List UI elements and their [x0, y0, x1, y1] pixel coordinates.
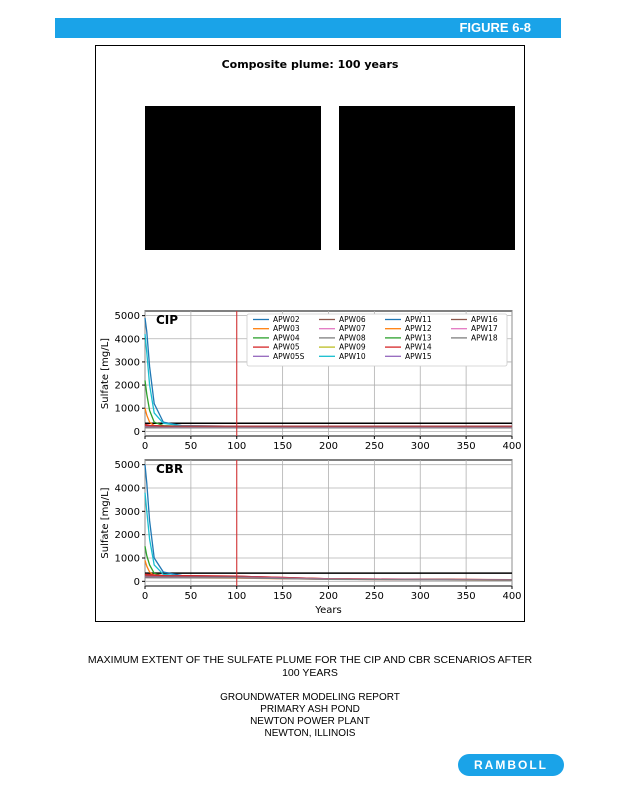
- legend-label: APW12: [405, 324, 432, 334]
- y-tick-label: 0: [133, 576, 140, 588]
- report-title: GROUNDWATER MODELING REPORT: [220, 692, 400, 703]
- y-tick-label: 1000: [114, 403, 140, 415]
- x-tick-label: 150: [273, 591, 293, 602]
- x-tick-label: 400: [502, 591, 522, 602]
- x-tick-label: 300: [410, 441, 430, 452]
- legend-label: APW16: [471, 315, 498, 324]
- legend-label: APW17: [471, 324, 498, 334]
- legend-label: APW15: [405, 351, 432, 361]
- x-tick-label: 100: [227, 441, 247, 452]
- y-tick-label: 2000: [114, 530, 140, 542]
- x-tick-label: 0: [141, 591, 149, 602]
- y-axis-label: Sulfate [mg/L]: [100, 487, 111, 559]
- y-tick-label: 4000: [114, 334, 140, 346]
- x-axis-label: Years: [315, 605, 342, 616]
- x-tick-label: 250: [364, 441, 384, 452]
- y-tick-label: 3000: [114, 357, 140, 369]
- legend-label: APW13: [405, 333, 432, 343]
- legend-label: APW09: [339, 342, 366, 352]
- legend-label: APW07: [339, 324, 366, 334]
- x-tick-label: 300: [410, 591, 430, 602]
- report-subject: PRIMARY ASH POND: [260, 704, 360, 715]
- y-tick-label: 1000: [114, 553, 140, 565]
- x-tick-label: 0: [141, 441, 149, 452]
- legend-label: APW18: [471, 333, 498, 343]
- y-tick-label: 5000: [114, 460, 140, 472]
- legend-label: APW02: [273, 315, 300, 324]
- y-tick-label: 5000: [114, 311, 140, 323]
- report-location: NEWTON, ILLINOIS: [264, 728, 356, 739]
- panel-label: CIP: [156, 313, 179, 327]
- legend-label: APW04: [273, 333, 300, 343]
- legend-label: APW03: [273, 324, 300, 334]
- figure-caption: [60, 654, 560, 680]
- y-tick-label: 2000: [114, 380, 140, 392]
- report-info: [160, 692, 460, 740]
- x-tick-label: 350: [456, 441, 476, 452]
- y-tick-label: 0: [133, 426, 140, 438]
- x-tick-label: 50: [184, 441, 198, 452]
- legend-label: APW05: [273, 342, 300, 352]
- x-tick-label: 50: [184, 591, 198, 602]
- legend-label: APW06: [339, 315, 366, 324]
- composite-title: Composite plume: 100 years: [221, 58, 399, 71]
- panel-label: CBR: [156, 462, 184, 476]
- ramboll-logo: RAMBOLL: [458, 754, 564, 776]
- x-tick-label: 100: [227, 591, 247, 602]
- y-tick-label: 3000: [114, 506, 140, 518]
- x-tick-label: 400: [502, 441, 522, 452]
- legend-label: APW08: [339, 333, 366, 343]
- caption-line: 100 YEARS: [282, 667, 338, 679]
- legend-label: APW05S: [273, 351, 305, 361]
- chart-cbr: [100, 460, 522, 616]
- legend-label: APW14: [405, 342, 432, 352]
- report-plant: NEWTON POWER PLANT: [250, 716, 370, 727]
- caption-line: MAXIMUM EXTENT OF THE SULFATE PLUME FOR THE CIP AND CBR SCENARIOS AFTER: [87, 654, 533, 666]
- x-tick-label: 200: [318, 591, 339, 602]
- x-tick-label: 350: [456, 591, 476, 602]
- x-tick-label: 200: [318, 441, 339, 452]
- y-tick-label: 4000: [114, 483, 140, 495]
- chart-cip: [100, 311, 522, 452]
- legend-label: APW10: [339, 351, 366, 361]
- y-axis-label: Sulfate [mg/L]: [100, 337, 111, 410]
- x-tick-label: 250: [364, 591, 384, 602]
- figure-label: FIGURE 6-8: [459, 20, 531, 35]
- legend-label: APW11: [405, 315, 432, 324]
- x-tick-label: 150: [273, 441, 293, 452]
